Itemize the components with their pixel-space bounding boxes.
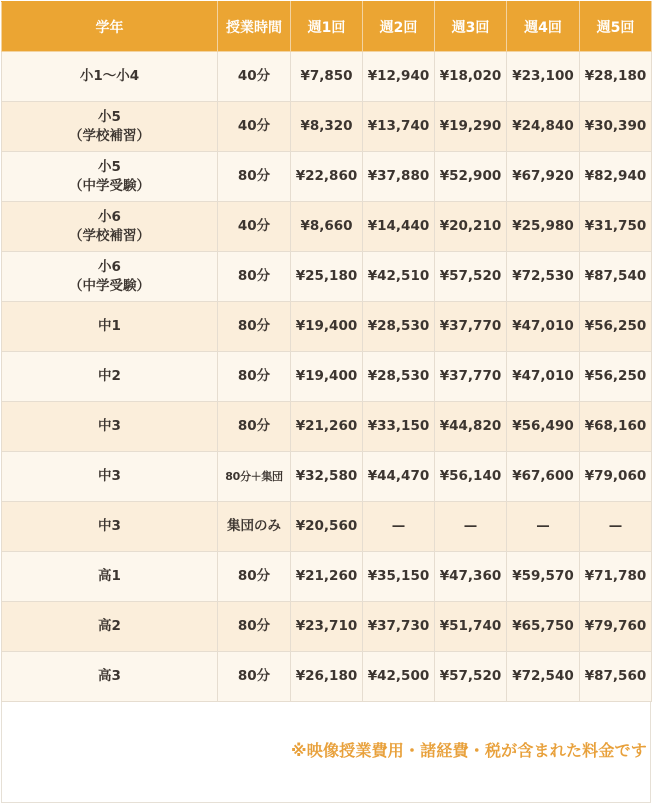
grade-cell	[2, 552, 218, 602]
header-weekly-4: 週4回	[507, 2, 580, 52]
lesson-time-cell: 集団のみ	[218, 502, 291, 552]
table-row	[2, 102, 652, 152]
price-cell-weekly-4: ¥56,490	[507, 402, 580, 452]
price-cell-weekly-2: ¥37,880	[363, 152, 435, 202]
price-cell-weekly-3: ¥57,520	[435, 252, 507, 302]
table-row	[2, 152, 652, 202]
price-cell-weekly-5: ¥31,750	[580, 202, 652, 252]
price-table	[1, 1, 652, 702]
table-row	[2, 502, 652, 552]
price-cell-weekly-4: ¥23,100	[507, 52, 580, 102]
price-cell-weekly-5: ¥71,780	[580, 552, 652, 602]
grade-label: 小5	[98, 108, 121, 125]
table-row	[2, 202, 652, 252]
price-cell-weekly-5: ¥79,060	[580, 452, 652, 502]
price-cell-weekly-1: ¥8,320	[291, 102, 363, 152]
table-body	[2, 52, 652, 702]
price-cell-weekly-3: ¥37,770	[435, 352, 507, 402]
price-cell-weekly-5: ¥82,940	[580, 152, 652, 202]
price-cell-weekly-4: ¥47,010	[507, 302, 580, 352]
price-cell-weekly-5: ¥87,540	[580, 252, 652, 302]
grade-label: 中1	[98, 318, 121, 334]
price-cell-weekly-4: ¥72,530	[507, 252, 580, 302]
header-row	[2, 2, 652, 52]
lesson-time-cell: 80分	[218, 152, 291, 202]
grade-cell	[2, 502, 218, 552]
price-cell-weekly-2: ¥37,730	[363, 602, 435, 652]
grade-cell	[2, 102, 218, 152]
grade-sublabel: （中学受験）	[69, 277, 150, 294]
grade-cell	[2, 302, 218, 352]
price-cell-weekly-2: ¥28,530	[363, 352, 435, 402]
price-cell-weekly-4: ¥67,600	[507, 452, 580, 502]
lesson-time-cell: 80分	[218, 302, 291, 352]
lesson-time-cell: 80分	[218, 352, 291, 402]
lesson-time-cell: 80分	[218, 652, 291, 702]
table-row	[2, 402, 652, 452]
price-cell-weekly-3: ¥19,290	[435, 102, 507, 152]
price-cell-weekly-2: ¥28,530	[363, 302, 435, 352]
grade-cell	[2, 652, 218, 702]
header-weekly-1: 週1回	[291, 2, 363, 52]
price-cell-weekly-3: ¥57,520	[435, 652, 507, 702]
price-note: ※映像授業費用・諸経費・税が含まれた料金です	[291, 741, 647, 760]
grade-sublabel: （中学受験）	[69, 177, 150, 194]
price-cell-weekly-3: ¥56,140	[435, 452, 507, 502]
grade-label: 中3	[98, 518, 121, 534]
grade-sublabel: （学校補習）	[69, 227, 150, 244]
price-cell-weekly-3: ¥47,360	[435, 552, 507, 602]
grade-label: 高2	[98, 618, 121, 634]
price-cell-weekly-2: ¥35,150	[363, 552, 435, 602]
price-cell-weekly-5: ¥30,390	[580, 102, 652, 152]
grade-label: 小6	[98, 258, 121, 275]
price-cell-weekly-4: ¥59,570	[507, 552, 580, 602]
grade-label: 中2	[98, 368, 121, 384]
price-cell-weekly-3: ¥44,820	[435, 402, 507, 452]
price-cell-weekly-4: —	[507, 502, 580, 552]
grade-cell	[2, 202, 218, 252]
price-cell-weekly-2: ¥42,500	[363, 652, 435, 702]
price-cell-weekly-3: —	[435, 502, 507, 552]
header-weekly-3: 週3回	[435, 2, 507, 52]
lesson-time-cell: 40分	[218, 102, 291, 152]
grade-label: 高3	[98, 668, 121, 684]
header-lesson-time: 授業時間	[218, 2, 291, 52]
price-cell-weekly-2: —	[363, 502, 435, 552]
price-cell-weekly-2: ¥44,470	[363, 452, 435, 502]
lesson-time-cell: 40分	[218, 52, 291, 102]
price-cell-weekly-1: ¥7,850	[291, 52, 363, 102]
price-cell-weekly-3: ¥20,210	[435, 202, 507, 252]
table-row	[2, 602, 652, 652]
price-cell-weekly-5: ¥68,160	[580, 402, 652, 452]
price-cell-weekly-5: ¥56,250	[580, 352, 652, 402]
lesson-time-cell: 80分＋集団	[218, 452, 291, 502]
table-row	[2, 302, 652, 352]
price-cell-weekly-5: ¥87,560	[580, 652, 652, 702]
price-cell-weekly-4: ¥47,010	[507, 352, 580, 402]
header-grade: 学年	[2, 2, 218, 52]
grade-label: 小5	[98, 158, 121, 175]
price-cell-weekly-3: ¥51,740	[435, 602, 507, 652]
table-row	[2, 352, 652, 402]
price-cell-weekly-1: ¥19,400	[291, 302, 363, 352]
header-weekly-5: 週5回	[580, 2, 652, 52]
price-cell-weekly-3: ¥52,900	[435, 152, 507, 202]
price-cell-weekly-5: ¥56,250	[580, 302, 652, 352]
price-cell-weekly-1: ¥20,560	[291, 502, 363, 552]
table-row	[2, 452, 652, 502]
lesson-time-cell: 80分	[218, 252, 291, 302]
lesson-time-cell: 80分	[218, 552, 291, 602]
price-cell-weekly-1: ¥25,180	[291, 252, 363, 302]
price-cell-weekly-2: ¥12,940	[363, 52, 435, 102]
grade-label: 中3	[98, 418, 121, 434]
price-cell-weekly-5: —	[580, 502, 652, 552]
grade-label: 小1〜小4	[79, 68, 140, 84]
grade-sublabel: （学校補習）	[69, 127, 150, 144]
grade-label: 高1	[98, 568, 121, 584]
price-cell-weekly-1: ¥21,260	[291, 402, 363, 452]
grade-cell	[2, 52, 218, 102]
lesson-time-cell: 80分	[218, 602, 291, 652]
grade-label: 中3	[98, 468, 121, 484]
table-row	[2, 252, 652, 302]
price-cell-weekly-1: ¥23,710	[291, 602, 363, 652]
price-cell-weekly-2: ¥13,740	[363, 102, 435, 152]
lesson-time-cell: 80分	[218, 402, 291, 452]
price-cell-weekly-2: ¥42,510	[363, 252, 435, 302]
price-cell-weekly-1: ¥22,860	[291, 152, 363, 202]
grade-label: 小6	[98, 208, 121, 225]
lesson-time-cell: 40分	[218, 202, 291, 252]
price-cell-weekly-4: ¥24,840	[507, 102, 580, 152]
price-cell-weekly-2: ¥14,440	[363, 202, 435, 252]
price-cell-weekly-3: ¥18,020	[435, 52, 507, 102]
price-cell-weekly-4: ¥25,980	[507, 202, 580, 252]
price-cell-weekly-1: ¥8,660	[291, 202, 363, 252]
grade-cell	[2, 252, 218, 302]
header-weekly-2: 週2回	[363, 2, 435, 52]
grade-cell	[2, 352, 218, 402]
table-row	[2, 652, 652, 702]
table-row	[2, 52, 652, 102]
price-cell-weekly-3: ¥37,770	[435, 302, 507, 352]
price-cell-weekly-5: ¥79,760	[580, 602, 652, 652]
grade-cell	[2, 402, 218, 452]
grade-cell	[2, 152, 218, 202]
price-cell-weekly-1: ¥19,400	[291, 352, 363, 402]
price-cell-weekly-4: ¥65,750	[507, 602, 580, 652]
grade-cell	[2, 452, 218, 502]
table-row	[2, 552, 652, 602]
price-cell-weekly-4: ¥67,920	[507, 152, 580, 202]
price-cell-weekly-5: ¥28,180	[580, 52, 652, 102]
price-cell-weekly-1: ¥32,580	[291, 452, 363, 502]
price-cell-weekly-4: ¥72,540	[507, 652, 580, 702]
grade-cell	[2, 602, 218, 652]
price-cell-weekly-1: ¥26,180	[291, 652, 363, 702]
price-cell-weekly-2: ¥33,150	[363, 402, 435, 452]
price-cell-weekly-1: ¥21,260	[291, 552, 363, 602]
